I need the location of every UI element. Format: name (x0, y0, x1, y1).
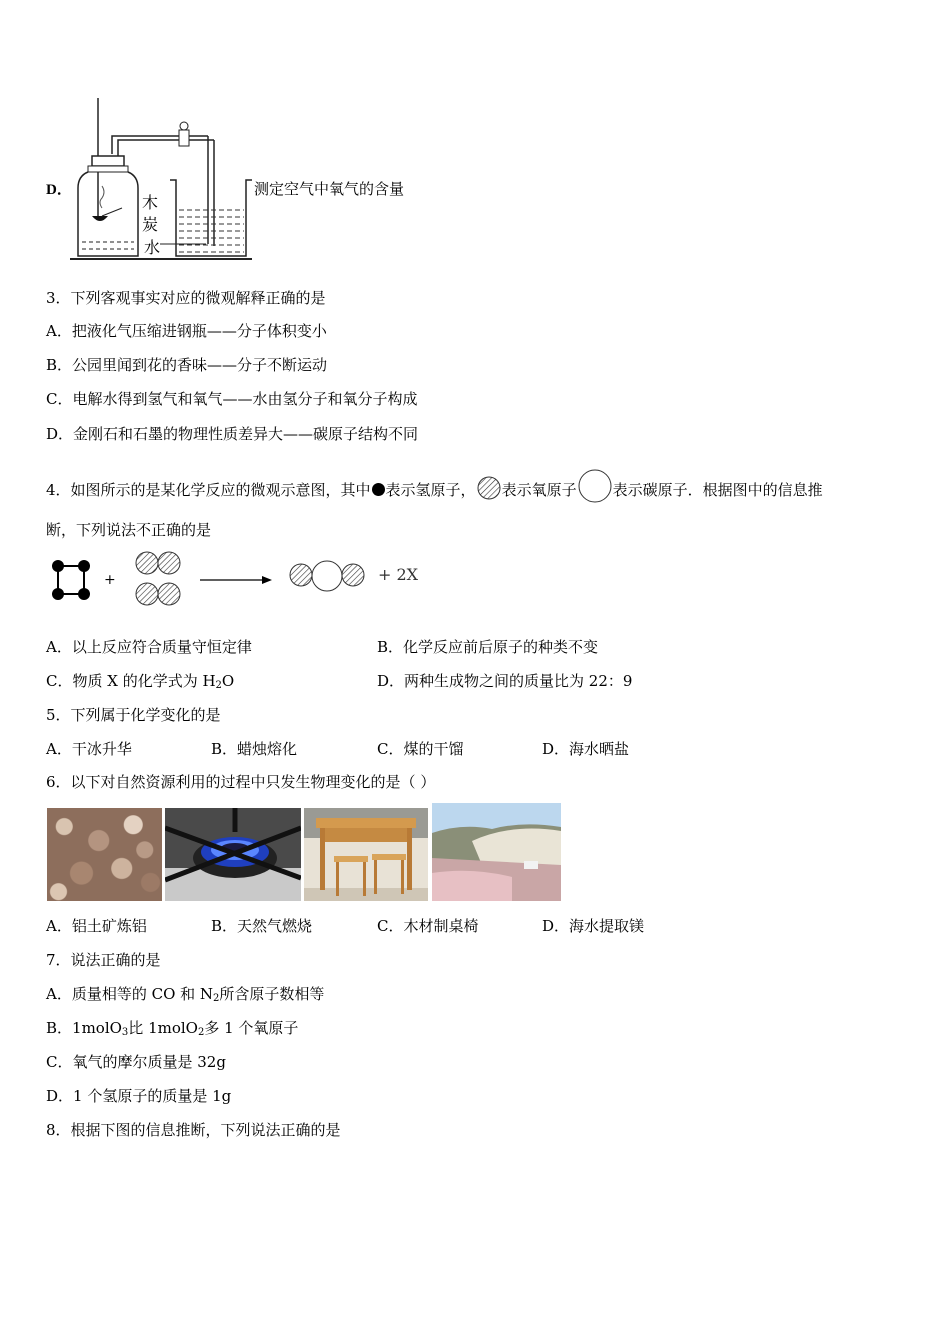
oxygen-atom-icon (476, 476, 502, 500)
reaction-plus-1: + (104, 572, 116, 588)
q8-stem: 8．根据下图的信息推断，下列说法正确的是 (46, 1121, 341, 1139)
q7-option-d[interactable]: D．1 个氢原子的质量是 1g (46, 1087, 232, 1105)
q3-option-d[interactable]: D．金刚石和石墨的物理性质差异大——碳原子结构不同 (46, 425, 419, 443)
bauxite-ore-photo (47, 808, 162, 901)
q7-option-b-sub1: 3 (121, 1027, 129, 1038)
co2-molecule (290, 561, 364, 591)
q4-option-d[interactable]: D．两种生成物之间的质量比为 22：9 (377, 672, 633, 690)
q7-stem: 7．说法正确的是 (46, 951, 161, 969)
q7-option-b-post: 多 1 个氧原子 (204, 1019, 299, 1037)
q7-option-c[interactable]: C．氧气的摩尔质量是 32g (46, 1053, 226, 1071)
q5-option-c[interactable]: C．煤的干馏 (377, 740, 464, 758)
q5-option-d[interactable]: D．海水晒盐 (542, 740, 630, 758)
reaction-plus-2x: + 2X (378, 565, 419, 584)
q4-option-c[interactable] (46, 670, 234, 691)
label-charcoal: 炭 (142, 215, 159, 234)
q4-stem-b: 表示氢原子， (385, 481, 476, 499)
q3-option-c[interactable]: C．电解水得到氢气和氧气——水由氢分子和氧分子构成 (46, 390, 418, 408)
q7-option-b-text: B．1molO (46, 1019, 122, 1037)
q4-option-a[interactable]: A．以上反应符合质量守恒定律 (46, 638, 252, 656)
reaction-diagram (46, 548, 426, 610)
q2-option-d-caption: 测定空气中氧气的含量 (254, 180, 405, 198)
q6-stem: 6．以下对自然资源利用的过程中只发生物理变化的是（ ） (46, 773, 436, 791)
apparatus-diagram (66, 96, 256, 266)
q6-option-c[interactable]: C．木材制桌椅 (377, 917, 479, 935)
q7-option-a[interactable] (46, 983, 324, 1004)
gas-stove-photo (165, 808, 301, 901)
q2-option-d-label: D． (46, 182, 72, 198)
q6-option-a[interactable]: A．铝土矿炼铝 (46, 917, 147, 935)
q4-stem-d: 表示碳原子．根据图中的信息推 (612, 481, 823, 499)
q4-option-c-text: C．物质 X 的化学式为 H (46, 672, 216, 690)
q4-option-c-sub: 2 (215, 680, 222, 691)
q6-option-d[interactable]: D．海水提取镁 (542, 917, 645, 935)
wooden-desk-photo (304, 808, 428, 901)
label-water: 水 (144, 238, 161, 257)
q3-option-a[interactable]: A．把液化气压缩进钢瓶——分子体积变小 (46, 322, 327, 340)
q7-option-b-mid: 比 1molO (128, 1019, 198, 1037)
q4-option-c-post: O (221, 672, 235, 690)
label-wood: 木 (142, 193, 159, 212)
q4-stem-a: 4．如图所示的是某化学反应的微观示意图，其中 (46, 481, 371, 499)
q5-option-b[interactable]: B．蜡烛熔化 (211, 740, 298, 758)
q4-stem-c: 表示氧原子 (501, 481, 577, 499)
sea-salt-photo (432, 803, 561, 901)
q6-option-b[interactable]: B．天然气燃烧 (211, 917, 313, 935)
q4-stem-line1 (46, 469, 823, 503)
hydrogen-atom-icon (372, 483, 385, 496)
q4-stem-line2: 断，下列说法不正确的是 (46, 521, 212, 539)
carbon-atom-icon (577, 469, 613, 503)
q3-option-b[interactable]: B．公园里闻到花的香味——分子不断运动 (46, 356, 328, 374)
q7-option-b-sub2: 2 (197, 1027, 205, 1038)
reaction-arrow (200, 576, 272, 584)
q7-option-a-sub: 2 (213, 993, 220, 1004)
q5-option-a[interactable]: A．干冰升华 (46, 740, 132, 758)
oxygen-molecules (136, 552, 180, 605)
methane-molecule (52, 560, 90, 600)
q5-stem: 5．下列属于化学变化的是 (46, 706, 221, 724)
q7-option-a-post: 所含原子数相等 (219, 985, 325, 1003)
q4-option-b[interactable]: B．化学反应前后原子的种类不变 (377, 638, 599, 656)
q7-option-b[interactable] (46, 1017, 298, 1038)
q7-option-a-text: A．质量相等的 CO 和 N (46, 985, 214, 1003)
q3-stem: 3．下列客观事实对应的微观解释正确的是 (46, 289, 326, 307)
